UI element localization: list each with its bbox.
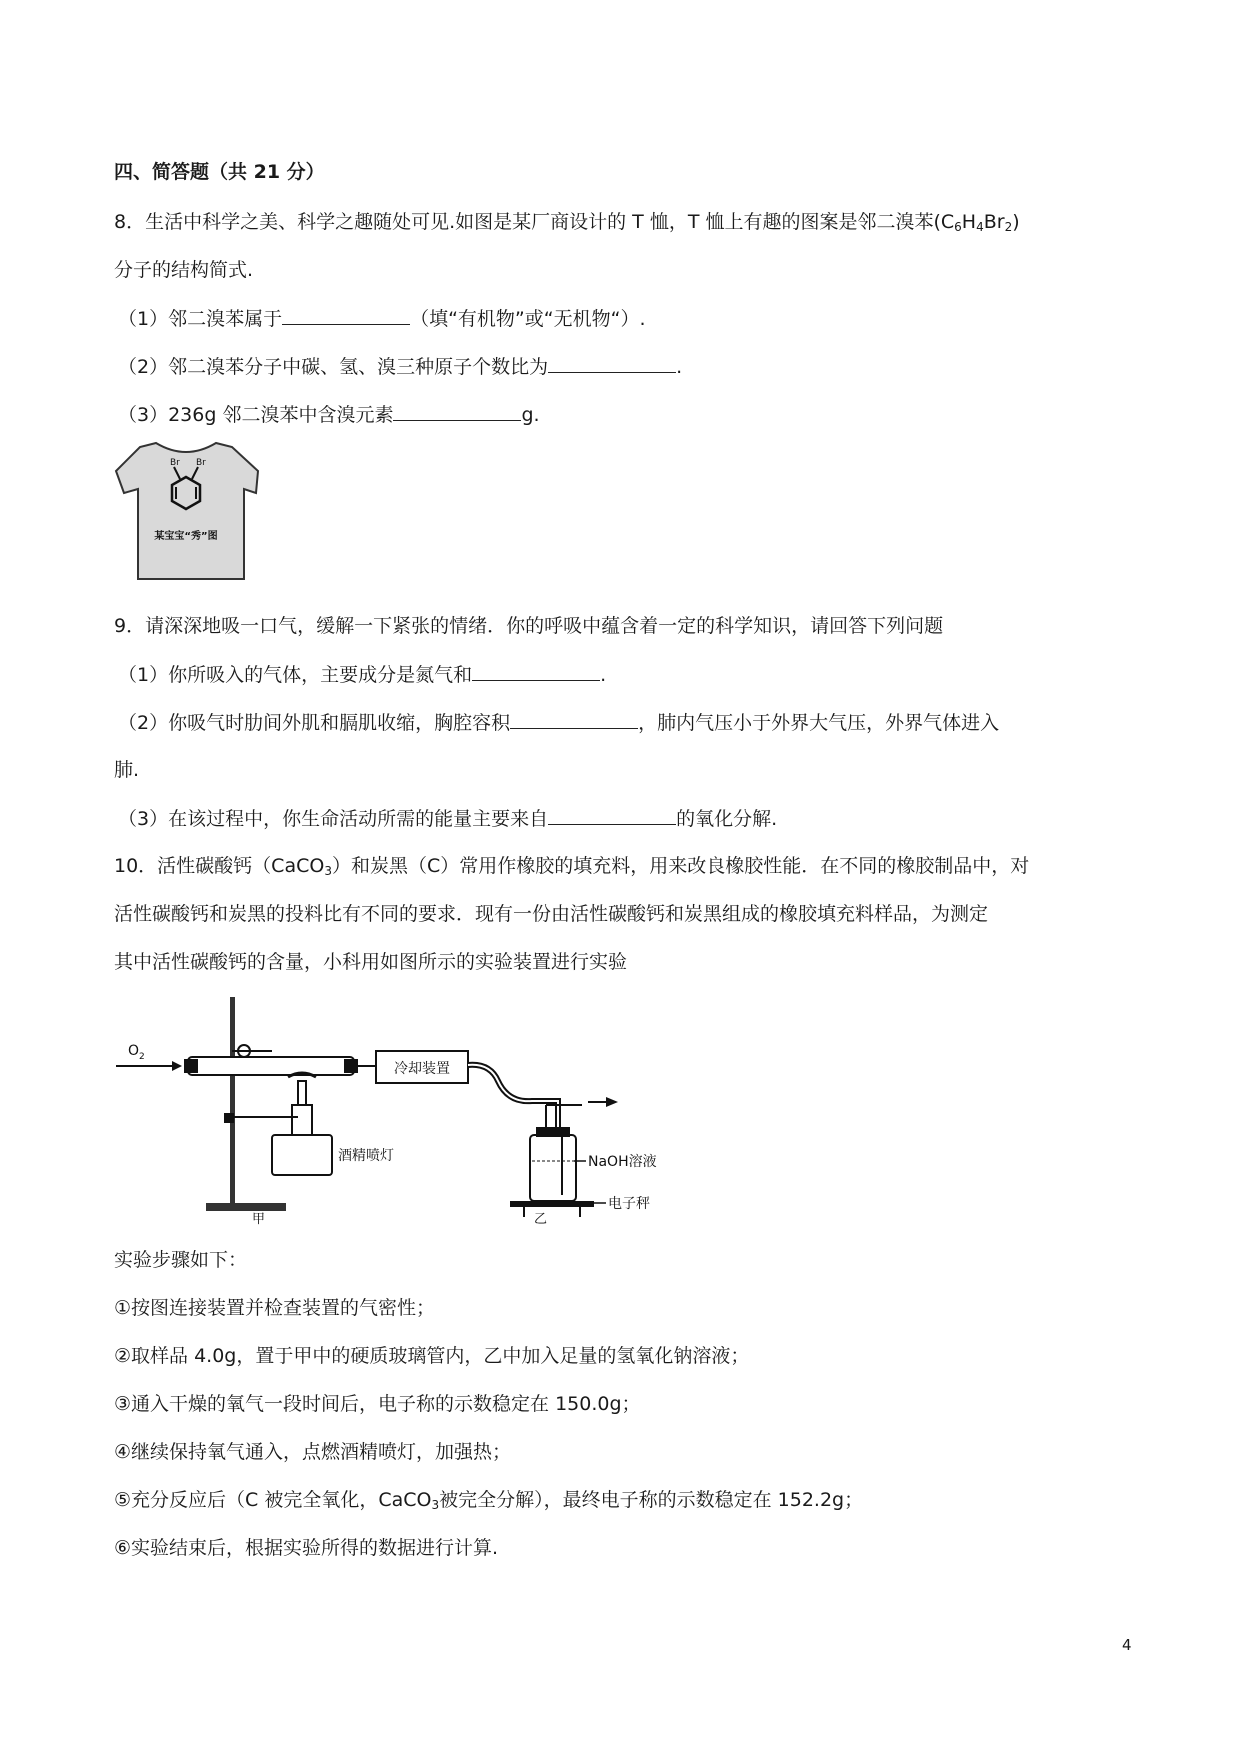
q9-part3: （3）在该过程中，你生命活动所需的能量主要来自 的氧化分解. xyxy=(118,808,778,830)
tshirt-figure xyxy=(112,437,260,585)
q9-part2: （2）你吸气时肋间外肌和膈肌收缩，胸腔容积 ，肺内气压小于外界大气压，外界气体进入 xyxy=(118,712,1000,734)
q10-stem-line2: 活性碳酸钙和炭黑的投料比有不同的要求．现有一份由活性碳酸钙和炭黑组成的橡胶填充料样品，为测定 xyxy=(114,903,989,925)
answer-blank[interactable] xyxy=(510,710,638,729)
steps-title: 实验步骤如下： xyxy=(114,1249,248,1271)
br-label: Br xyxy=(170,458,180,468)
section-title: 四、简答题（共 21 分） xyxy=(114,161,325,183)
q8-stem-cont: 分子的结构简式. xyxy=(114,259,254,281)
q9-part1: （1）你所吸入的气体，主要成分是氮气和 . xyxy=(118,664,607,686)
q8-part1: （1）邻二溴苯属于 （填“有机物”或“无机物“）. xyxy=(118,308,646,330)
answer-blank[interactable] xyxy=(282,306,410,325)
answer-blank[interactable] xyxy=(472,662,600,681)
label-jia: 甲 xyxy=(252,1212,266,1225)
naoh-label: NaOH溶液 xyxy=(588,1154,657,1170)
q9-stem: 9．请深深地吸一口气，缓解一下紧张的情绪．你的呼吸中蕴含着一定的科学知识，请回答下列问题 xyxy=(114,615,944,637)
q8-part2: （2）邻二溴苯分子中碳、氢、溴三种原子个数比为 . xyxy=(118,356,683,378)
step-1: ①按图连接装置并检查装置的气密性； xyxy=(114,1297,436,1319)
q8-stem: 8．生活中科学之美、科学之趣随处可见.如图是某厂商设计的 T 恤，T 恤上有趣的图案是邻二溴苯$(C_6H_4Br_2)$ xyxy=(114,211,1020,234)
step-3: ③通入干燥的氧气一段时间后，电子称的示数稳定在 150.0g； xyxy=(114,1393,641,1415)
q9-part2-cont: 肺. xyxy=(114,759,140,781)
shirt-caption: 某宝宝“秀”图 xyxy=(154,531,218,542)
step-6: ⑥实验结束后，根据实验所得的数据进行计算. xyxy=(114,1537,499,1559)
q10-stem-line3: 其中活性碳酸钙的含量，小科用如图所示的实验装置进行实验 xyxy=(114,951,628,973)
label-yi: 乙 xyxy=(534,1212,548,1225)
cooling-label: 冷却装置 xyxy=(394,1061,450,1077)
scale-label: 电子秤 xyxy=(608,1196,650,1212)
q8-part3: （3）236g 邻二溴苯中含溴元素 g. xyxy=(118,404,540,426)
answer-blank[interactable] xyxy=(548,806,676,825)
page-number: 4 xyxy=(1122,1636,1132,1654)
answer-blank[interactable] xyxy=(548,354,676,373)
lamp-label: 酒精喷灯 xyxy=(338,1148,394,1164)
o2-label: $O_2$ xyxy=(128,1043,145,1062)
answer-blank[interactable] xyxy=(393,402,521,421)
step-2: ②取样品 4.0g，置于甲中的硬质玻璃管内，乙中加入足量的氢氧化钠溶液； xyxy=(114,1345,750,1367)
apparatus-diagram xyxy=(112,985,712,1225)
step-5: ⑤充分反应后（C 被完全氧化，CaCO$_3$被完全分解），最终电子称的示数稳定在 152.2g； xyxy=(114,1489,864,1512)
step-4: ④继续保持氧气通入，点燃酒精喷灯，加强热； xyxy=(114,1441,512,1463)
br-label: Br xyxy=(196,458,206,468)
q10-stem-line1: 10．活性碳酸钙（CaCO$_3$）和炭黑（C）常用作橡胶的填充料，用来改良橡胶性能．在不同的橡胶制品中，对 xyxy=(114,855,1030,878)
